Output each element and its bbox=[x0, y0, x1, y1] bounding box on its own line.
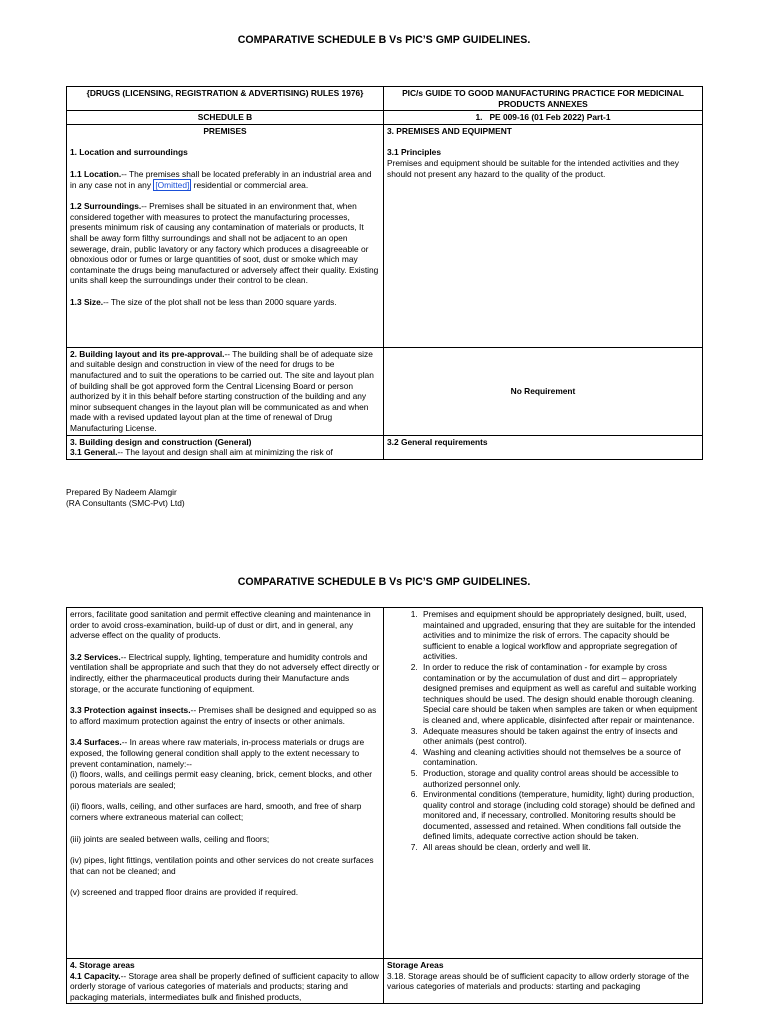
general-requirements-heading: 3.2 General requirements bbox=[387, 436, 488, 447]
page-footer bbox=[66, 487, 185, 508]
general-continued-cell bbox=[67, 608, 384, 959]
no-requirement-cell: No Requirement bbox=[384, 347, 703, 435]
building-design-cell bbox=[67, 435, 384, 459]
surfaces-paragraph: 3.4 Surfaces.-- In areas where raw materials, in-process materials or drugs are exposed, the following general condition shall apply to the extent necessary to prevent contamination, namely:-- bbox=[70, 737, 365, 769]
list-item: 5. Production, storage and quality control areas should be accessible to authorized personnel only. bbox=[420, 768, 699, 789]
surfaces-item-i: (i) floors, walls, and ceilings permit easy cleaning, brick, cement blocks, and other porous materials are sealed; bbox=[70, 769, 373, 790]
size-paragraph: 1.3 Size.-- The size of the plot shall not be less than 2000 square yards. bbox=[70, 296, 337, 307]
location-paragraph: 1.1 Location.-- The premises shall be located preferably in an industrial area and in any case not in any [Omitted] residential or commercial area. bbox=[70, 168, 372, 190]
table-row bbox=[67, 959, 703, 1004]
general-paragraph: 3.1 General.-- The layout and design shall aim at minimizing the risk of bbox=[70, 447, 333, 458]
table-row bbox=[67, 435, 703, 459]
building-layout-cell: 2. Building layout and its pre-approval.-- The building shall be of adequate size and suitable design and construction in view of the need for drugs to be manufactured and to suit the operations to be carried out. The site and layout plan of building shall be got approved form the Central Licensing Board or person authorized by it in this behalf before starting construction of the building and any minor subsequent changes in the layout plan will be communicated as and when made with a revised updated layout plan at the time of renewal of Drug Manufacturing License. bbox=[67, 347, 384, 435]
list-item: 7. All areas should be clean, orderly and well lit. bbox=[420, 842, 699, 853]
list-item: 1. Premises and equipment should be appropriately designed, built, used, maintained and upgraded, ensuring that they are suitable for the intended activities and to minimize the risk of errors. The capacity should be sufficient to enable a logical workflow and appropriate segregation of activities. bbox=[420, 609, 699, 662]
location-heading: 1. Location and surroundings bbox=[70, 147, 188, 158]
general-requirements-list-cell bbox=[384, 608, 703, 959]
table-subheader-row bbox=[67, 111, 703, 125]
surfaces-item-v: (v) screened and trapped floor drains are provided if required. bbox=[70, 887, 299, 898]
list-item: 3. Adequate measures should be taken against the entry of insects and other animals (pest control). bbox=[420, 726, 699, 747]
table-row bbox=[67, 347, 703, 435]
table-row bbox=[67, 124, 703, 347]
pe-reference-label: 1. PE 009-16 (01 Feb 2022) Part-1 bbox=[384, 111, 703, 125]
page-title: COMPARATIVE SCHEDULE B Vs PIC’S GMP GUIDELINES. bbox=[237, 34, 531, 46]
list-item: 6. Environmental conditions (temperature, humidity, light) during production, quality control and storage (including cold storage) should be defined and monitored and, if necessary, controlled. Monitoring results should be documented, assessed and retained. When conditions fall outside the defined limits, adequate corrective action should be taken. bbox=[420, 789, 699, 842]
footer-company: (RA Consultants (SMC-Pvt) Ltd) bbox=[66, 497, 185, 508]
storage-right-paragraph: 3.18. Storage areas should be of sufficient capacity to allow orderly storage of the various categories of materials and products: starting and packaging bbox=[387, 970, 689, 992]
general-requirements-cell bbox=[384, 435, 703, 459]
storage-areas-heading: 4. Storage areas bbox=[70, 960, 135, 970]
services-paragraph: 3.2 Services.-- Electrical supply, lighting, temperature and humidity controls and ventilation shall be appropriate and such that they do not adversely effect directly or indirectly, either the pharmaceutical products during their Manufacture ands storage, or the accurate functioning of equipment. bbox=[70, 651, 380, 694]
building-design-heading: 3. Building design and construction (General) bbox=[70, 436, 252, 447]
schedule-b-label: SCHEDULE B bbox=[67, 111, 384, 125]
comparison-table bbox=[66, 86, 703, 460]
page-title: COMPARATIVE SCHEDULE B Vs PIC’S GMP GUIDELINES. bbox=[237, 576, 531, 588]
storage-areas-right-cell bbox=[384, 959, 703, 1004]
insects-paragraph: 3.3 Protection against insects.-- Premises shall be designed and equipped so as to afford maximum protection against the entry of insects or other animals. bbox=[70, 705, 377, 726]
surfaces-item-ii: (ii) floors, walls, ceiling, and other surfaces are hard, smooth, and free of sharp corners where extraneous material can collect; bbox=[70, 801, 362, 822]
comparison-table bbox=[66, 607, 703, 1004]
left-column-header: {DRUGS (LICENSING, REGISTRATION & ADVERTISING) RULES 1976} bbox=[67, 87, 384, 111]
continued-paragraph: errors, facilitate good sanitation and permit effective cleaning and maintenance in order to avoid cross-examination, build-up of dust or dirt, and in general, any adverse effect on the quality of products. bbox=[70, 609, 371, 641]
omitted-link[interactable]: [Omitted] bbox=[155, 179, 190, 190]
table-header-row bbox=[67, 87, 703, 111]
premises-equipment-cell bbox=[384, 124, 703, 347]
premises-heading: PREMISES bbox=[203, 125, 247, 136]
storage-areas-right-heading: Storage Areas bbox=[387, 960, 444, 970]
right-column-header: PIC/s GUIDE TO GOOD MANUFACTURING PRACTICE FOR MEDICINAL PRODUCTS ANNEXES bbox=[384, 87, 703, 111]
list-item: 2. In order to reduce the risk of contamination - for example by cross contamination or by the accumulation of dust and dirt – appropriately designed premises and equipment as well as careful and suitable working techniques should be used. The design should enable thorough cleaning. Special care should be taken when samples are taken or when equipment is cleaned and, where applicable, disinfected after repair or maintenance. bbox=[420, 662, 699, 726]
premises-cell bbox=[67, 124, 384, 347]
surfaces-item-iv: (iv) pipes, light fittings, ventilation points and other services do not create surfaces that can not be cleaned; and bbox=[70, 855, 374, 876]
principles-heading: 3.1 Principles bbox=[387, 147, 441, 158]
table-row bbox=[67, 608, 703, 959]
capacity-paragraph: 4.1 Capacity.-- Storage area shall be properly defined of sufficient capacity to allow orderly storage of various categories of materials and products; staring and packaging materials, intermediates bulk and finished products, bbox=[70, 970, 379, 1002]
premises-equipment-heading: 3. PREMISES AND EQUIPMENT bbox=[387, 125, 512, 136]
list-item: 4. Washing and cleaning activities should not themselves be a source of contamination. bbox=[420, 747, 699, 768]
footer-author: Prepared By Nadeem Alamgir bbox=[66, 487, 177, 497]
principles-paragraph: Premises and equipment should be suitable for the intended activities and they should not present any hazard to the quality of the product. bbox=[387, 157, 679, 179]
gmp-requirements-list bbox=[387, 609, 699, 853]
surfaces-item-iii: (iii) joints are sealed between walls, ceiling and floors; bbox=[70, 833, 270, 844]
surroundings-paragraph: 1.2 Surroundings.-- Premises shall be situated in an environment that, when considered together with measures to protect the manufacturing processes, presents minimum risk of causing any contamination of materials or products, It shall be away form filthy surroundings and shall not be adjacent to an open sewerage, drain, public lavatory or any factory which produces a disagreeable or obnoxious odor or fumes or large quantities of soot, dust or smoke which may contaminate the drugs being manufactured or adversely affect their quality. Existing units shall keep the surroundings under their control to be clean. bbox=[70, 201, 379, 286]
storage-areas-cell bbox=[67, 959, 384, 1004]
